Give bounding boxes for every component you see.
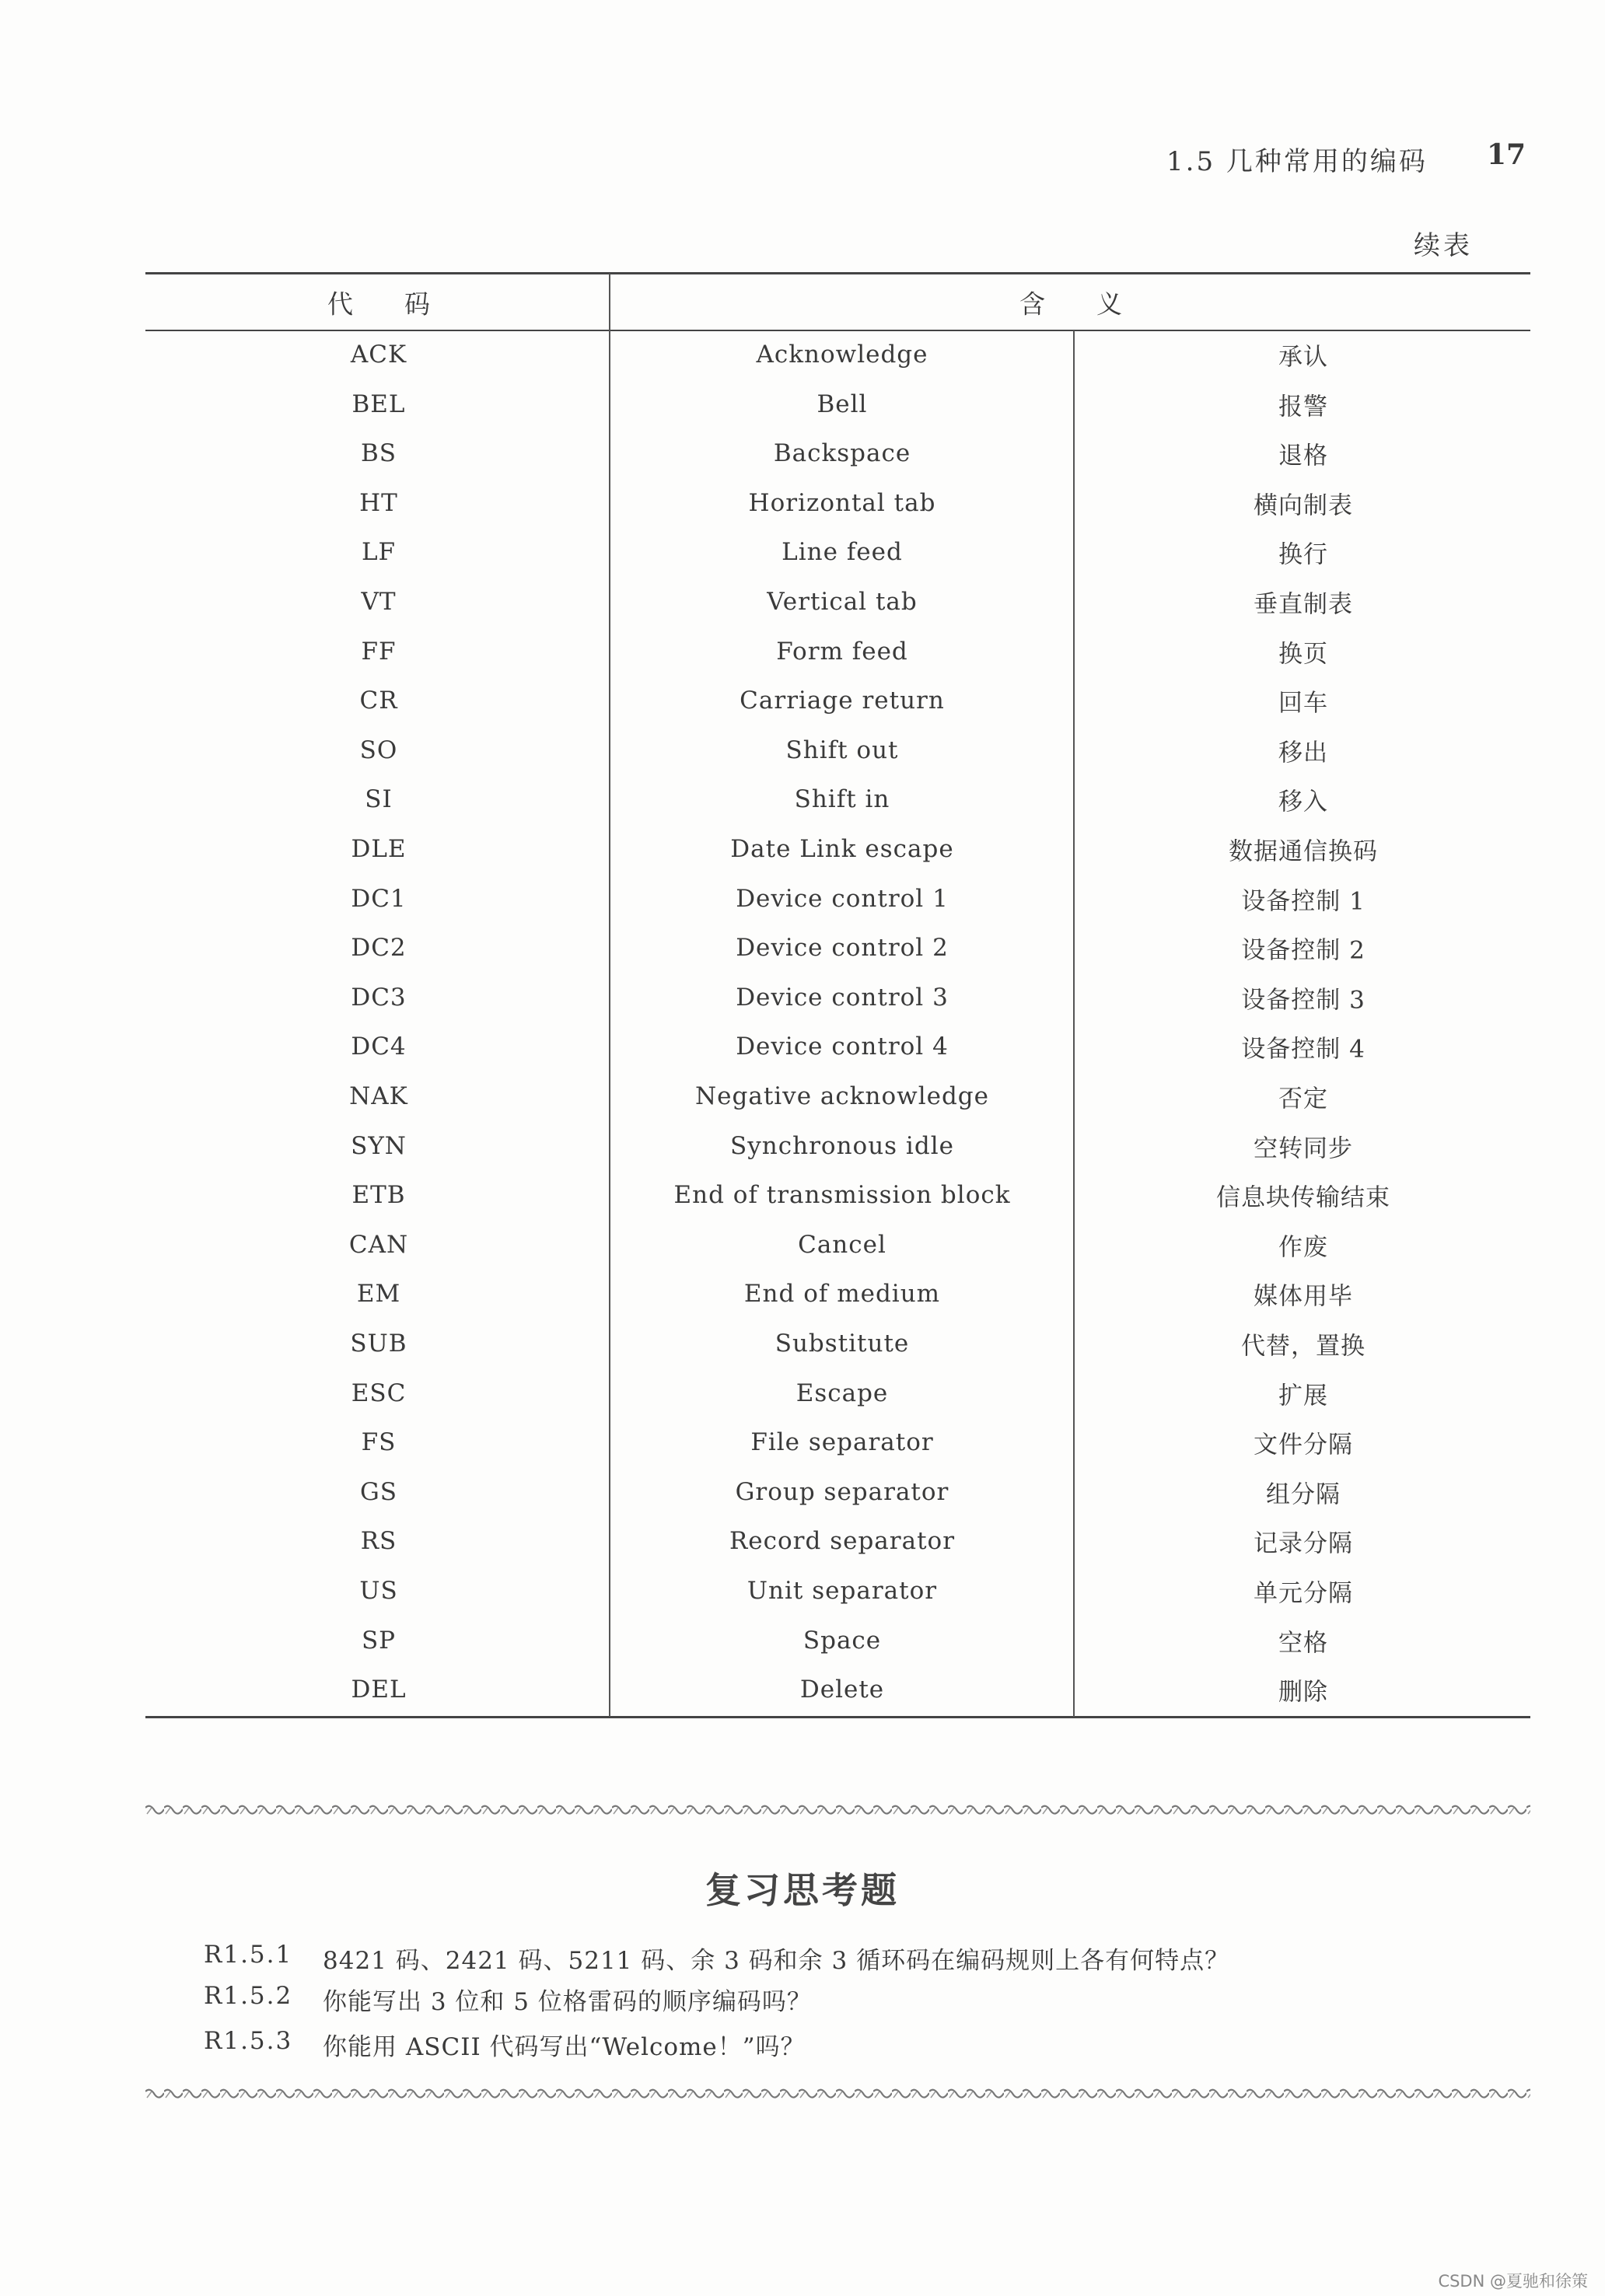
cell-chinese-meaning: 移出: [1278, 739, 1328, 767]
cell-code: CAN: [348, 1230, 409, 1259]
cell-chinese-meaning: 回车: [1278, 689, 1328, 718]
cell-english-meaning: Space: [802, 1626, 882, 1655]
cell-english-meaning: Unit separator: [747, 1577, 938, 1605]
cell-english-meaning: End of transmission block: [673, 1181, 1011, 1210]
cell-code: DC2: [351, 934, 407, 963]
cell-english-meaning: File separator: [750, 1428, 934, 1457]
cell-english-meaning: Negative acknowledge: [695, 1082, 989, 1110]
cell-code: ETB: [351, 1181, 406, 1210]
cell-english-meaning: Device control 1: [736, 884, 949, 913]
cell-english-meaning: Synchronous idle: [730, 1131, 954, 1160]
cell-english-meaning: Carriage return: [740, 687, 945, 715]
cell-english-meaning: Vertical tab: [767, 588, 918, 616]
cell-english-meaning: Form feed: [776, 637, 908, 666]
page-number: 17: [1487, 138, 1526, 171]
cell-code: US: [359, 1577, 398, 1605]
cell-english-meaning: Device control 3: [736, 983, 949, 1012]
cell-english-meaning: Escape: [796, 1379, 889, 1407]
cell-chinese-meaning: 单元分隔: [1254, 1579, 1353, 1608]
cell-code: DEL: [351, 1676, 407, 1704]
column-divider: [609, 274, 610, 1717]
cell-chinese-meaning: 设备控制 1: [1241, 887, 1365, 916]
cell-english-meaning: Date Link escape: [730, 835, 954, 863]
cell-english-meaning: Substitute: [775, 1330, 910, 1358]
cell-chinese-meaning: 承认: [1278, 343, 1328, 372]
cell-code: LF: [361, 538, 397, 567]
cell-code: BEL: [351, 390, 406, 418]
cell-english-meaning: Group separator: [735, 1477, 949, 1506]
cell-code: FS: [361, 1428, 397, 1457]
cell-english-meaning: Record separator: [729, 1527, 956, 1556]
cell-chinese-meaning: 空转同步: [1254, 1134, 1353, 1163]
cell-chinese-meaning: 空格: [1278, 1629, 1328, 1658]
cell-chinese-meaning: 移入: [1278, 788, 1328, 816]
cell-chinese-meaning: 退格: [1278, 442, 1328, 470]
cell-english-meaning: Shift out: [785, 736, 899, 764]
cell-code: GS: [359, 1477, 398, 1506]
cell-code: ESC: [351, 1379, 407, 1407]
cell-english-meaning: Horizontal tab: [748, 488, 936, 517]
header-code: 代 码: [327, 288, 430, 320]
cell-code: NAK: [349, 1082, 408, 1110]
cell-code: HT: [359, 488, 398, 517]
cell-code: SI: [365, 785, 393, 814]
cell-code: SP: [361, 1626, 397, 1655]
cell-chinese-meaning: 扩展: [1278, 1382, 1328, 1410]
cell-english-meaning: Cancel: [798, 1230, 886, 1259]
cell-code: EM: [356, 1280, 401, 1309]
question-number: R1.5.3: [204, 2027, 293, 2055]
cell-chinese-meaning: 记录分隔: [1254, 1529, 1353, 1558]
cell-code: DC4: [351, 1033, 407, 1061]
cell-chinese-meaning: 换页: [1278, 640, 1328, 669]
cell-english-meaning: Device control 2: [736, 934, 949, 963]
cell-english-meaning: Line feed: [782, 538, 903, 567]
cell-chinese-meaning: 设备控制 3: [1241, 986, 1365, 1015]
question-text: 你能用 ASCII 代码写出“Welcome！”吗？: [323, 2033, 806, 2061]
table-header-rule: [145, 330, 1530, 331]
question-number: R1.5.2: [204, 1982, 293, 2010]
table-top-rule: [145, 272, 1530, 274]
cell-english-meaning: Shift in: [794, 785, 890, 814]
cell-code: DLE: [351, 835, 407, 863]
cell-code: CR: [359, 687, 398, 715]
cell-code: BS: [360, 439, 397, 468]
cell-english-meaning: Device control 4: [736, 1033, 949, 1061]
cell-code: SYN: [351, 1131, 407, 1160]
cell-chinese-meaning: 否定: [1278, 1085, 1328, 1113]
cell-code: SUB: [350, 1330, 407, 1358]
review-questions-title: 复习思考题: [705, 1869, 900, 1911]
cell-code: RS: [360, 1527, 397, 1556]
cell-chinese-meaning: 文件分隔: [1254, 1431, 1353, 1459]
cell-english-meaning: Acknowledge: [756, 341, 928, 369]
cell-chinese-meaning: 删除: [1278, 1678, 1328, 1707]
continued-table-label: 续表: [1414, 230, 1473, 261]
cell-chinese-meaning: 数据通信换码: [1229, 837, 1378, 866]
question-text: 你能写出 3 位和 5 位格雷码的顺序编码吗？: [323, 1988, 812, 2016]
cell-english-meaning: End of medium: [743, 1280, 941, 1309]
cell-code: VT: [361, 588, 397, 616]
cell-english-meaning: Backspace: [773, 439, 911, 468]
cell-chinese-meaning: 代替，置换: [1241, 1332, 1365, 1361]
cell-chinese-meaning: 报警: [1278, 393, 1328, 421]
cell-english-meaning: Delete: [799, 1676, 885, 1704]
running-header-section: 1.5 几种常用的编码: [1166, 146, 1428, 177]
question-number: R1.5.1: [204, 1941, 293, 1969]
cell-chinese-meaning: 组分隔: [1266, 1480, 1341, 1509]
cell-code: DC1: [351, 884, 407, 913]
cell-chinese-meaning: 信息块传输结束: [1216, 1183, 1390, 1212]
cell-chinese-meaning: 作废: [1278, 1233, 1328, 1262]
cell-code: ACK: [350, 341, 407, 369]
question-text: 8421 码、2421 码、5211 码、余 3 码和余 3 循环码在编码规则上各有何特点？: [323, 1947, 1230, 1975]
wavy-divider-bottom: [145, 2088, 1530, 2101]
table-bottom-rule: [145, 1716, 1530, 1718]
cell-chinese-meaning: 设备控制 4: [1241, 1035, 1365, 1064]
column-divider: [1073, 330, 1075, 1717]
cell-chinese-meaning: 设备控制 2: [1241, 936, 1365, 965]
cell-code: FF: [361, 637, 397, 666]
cell-code: SO: [359, 736, 398, 764]
watermark: CSDN @夏驰和徐策: [1438, 2272, 1588, 2291]
cell-chinese-meaning: 垂直制表: [1254, 590, 1353, 619]
cell-english-meaning: Bell: [816, 390, 868, 418]
wavy-divider-top: [145, 1805, 1530, 1817]
cell-chinese-meaning: 媒体用毕: [1254, 1282, 1353, 1311]
cell-chinese-meaning: 换行: [1278, 540, 1328, 569]
cell-code: DC3: [351, 983, 407, 1012]
cell-chinese-meaning: 横向制表: [1254, 491, 1353, 520]
header-meaning: 含 义: [1019, 288, 1122, 320]
